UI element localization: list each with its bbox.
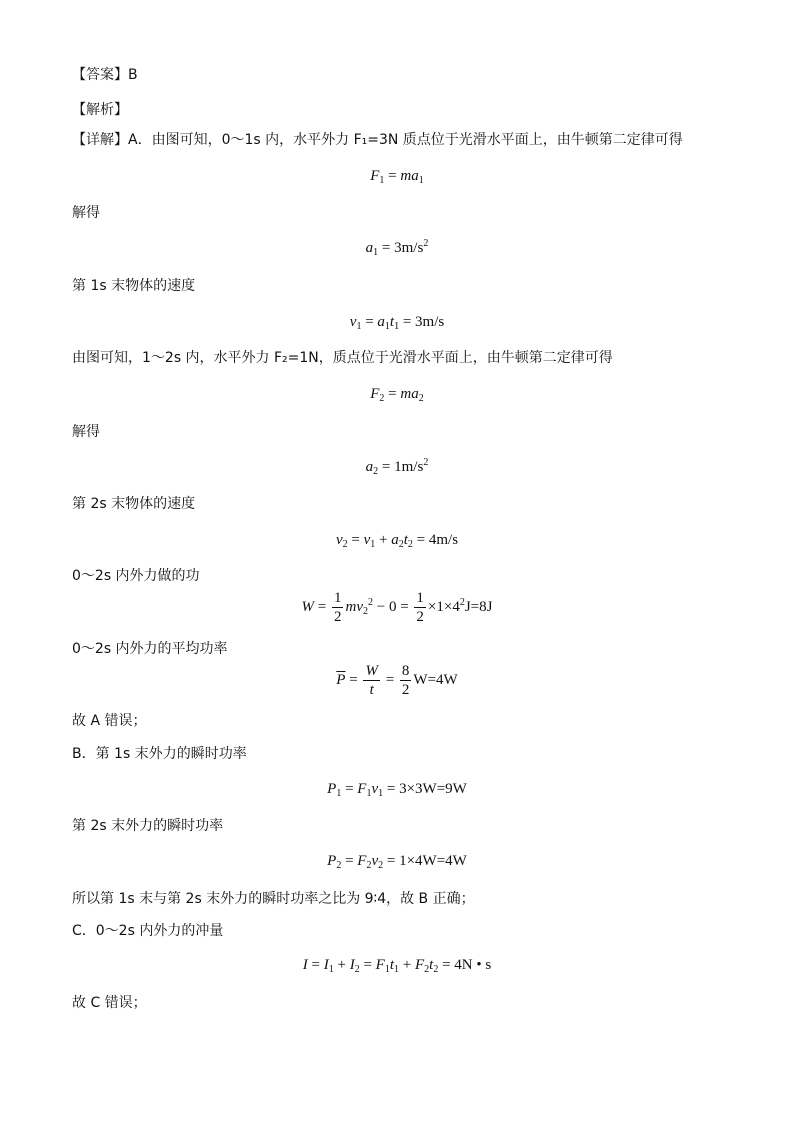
equation-power-1: $P_1 = F_1v_1 = 3\times 3W=9W$ [327, 781, 467, 799]
solve-label-2: 解得 [72, 424, 100, 440]
equation-velocity-2: $v_2 = v_1 + a_2t_2 = 4m/s$ [335, 532, 459, 550]
a-conclusion: 故 A 错误； [72, 713, 147, 729]
equation-power-2: $P_2 = F_2v_2 = 1\times 4W=4W$ [327, 853, 467, 871]
equation-work: W = $\frac{1}{2}$ $mv_2^2 - 0$ = $\frac{1}{2}$ $\times 1\times 4^2J=8J$ [301, 590, 493, 625]
work-label: 0～2s 内外力做的功 [72, 568, 200, 584]
equation-velocity-1: $v_1 = a_1t_1 = 3m/s$ [349, 314, 445, 332]
speed-1s-label: 第 1s 末物体的速度 [72, 278, 196, 294]
equation-newton-1: $F_1 = ma_1$ [370, 168, 424, 186]
c-conclusion: 故 C 错误； [72, 995, 147, 1011]
equation-acceleration-2: $a_2 = 1m/s^2$ [365, 457, 429, 477]
range2-line: 由图可知，1～2s 内，水平外力 F₂=1N，质点位于光滑水平面上，由牛顿第二定律可得 [72, 350, 613, 366]
equation-acceleration-1: $a_1 = 3m/s^2$ [365, 238, 429, 258]
b-label: B．第 1s 末外力的瞬时功率 [72, 746, 247, 762]
c-label: C．0～2s 内外力的冲量 [72, 923, 224, 939]
equation-newton-2: $F_2 = ma_2$ [370, 386, 424, 404]
detail-line: 【详解】A．由图可知，0～1s 内，水平外力 F₁=3N 质点位于光滑水平面上，由牛顿第二定律可得 [72, 132, 683, 148]
equation-average-power: $\overline{P}$ = $\frac{W}{t}$ = $\frac{8}{2}$ W=4W [336, 663, 458, 698]
analysis-header: 【解析】 [72, 102, 128, 118]
power-2s-label: 第 2s 末外力的瞬时功率 [72, 818, 224, 834]
equation-impulse: $I = I_1 + I_2 = F_1t_1 + F_2t_2 = 4N$ • s [302, 957, 492, 975]
answer-line: 【答案】B [72, 67, 138, 83]
speed-2s-label: 第 2s 末物体的速度 [72, 496, 196, 512]
solve-label-1: 解得 [72, 205, 100, 221]
ratio-line: 所以第 1s 末与第 2s 末外力的瞬时功率之比为 9∶4，故 B 正确； [72, 891, 475, 907]
avg-power-label: 0～2s 内外力的平均功率 [72, 641, 228, 657]
